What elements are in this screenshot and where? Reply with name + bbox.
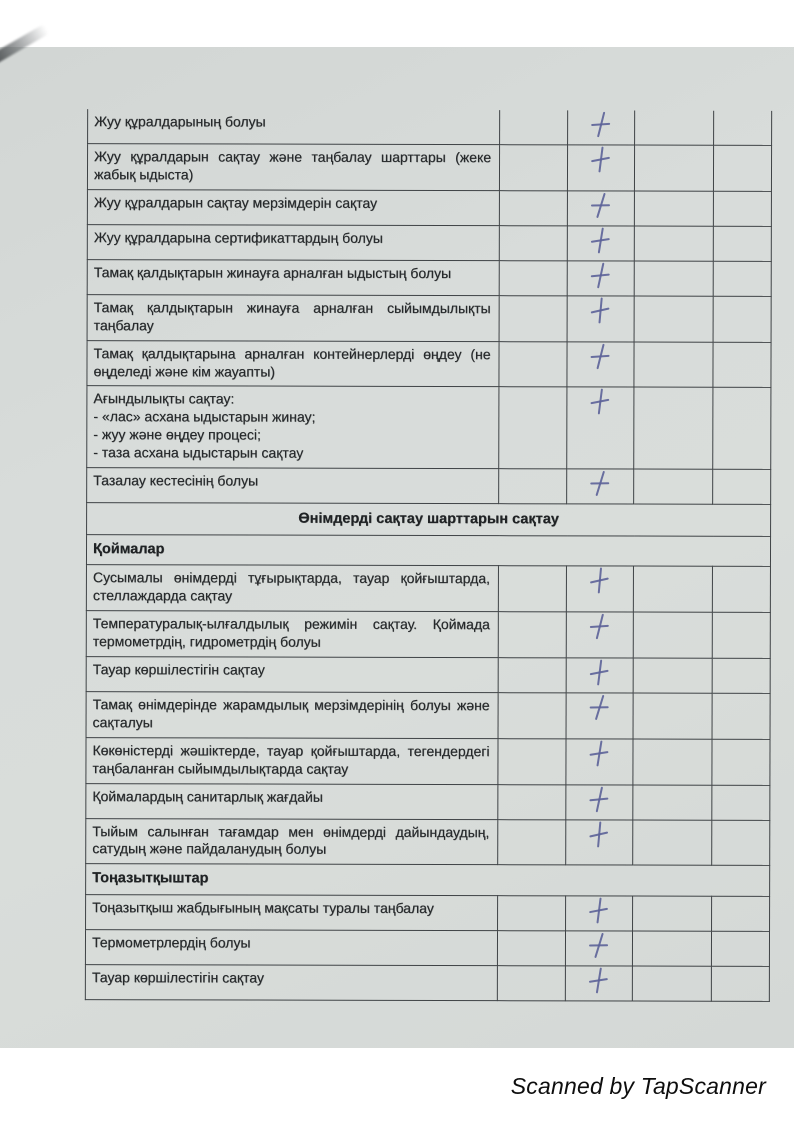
- checklist-row: [88, 109, 772, 145]
- empty-cell: [499, 469, 567, 504]
- header-row: [86, 535, 770, 567]
- empty-cell: [633, 785, 712, 820]
- check-cell: [566, 784, 633, 819]
- empty-cell: [633, 693, 712, 739]
- checklist-row: [87, 386, 771, 469]
- check-cell: [566, 819, 633, 865]
- check-cell: [566, 739, 633, 785]
- empty-cell: [712, 739, 770, 785]
- checklist-row: [86, 818, 770, 866]
- inspection-checklist-table: [85, 109, 772, 1001]
- empty-cell: [634, 191, 713, 226]
- empty-cell: [498, 895, 566, 930]
- row-label: Қоймалардың санитарлық жағдайы: [86, 783, 498, 819]
- check-cell: [567, 191, 634, 226]
- row-label: Тамақ қалдықтарын жинауға арналған ыдыстың болуы: [87, 259, 499, 295]
- row-label: Тамақ өнімдерінде жарамдылық мерзімдерінің болуы және сақталуы: [86, 692, 498, 739]
- handwritten-plus-icon: [588, 786, 611, 813]
- empty-cell: [712, 820, 770, 866]
- handwritten-plus-icon: [589, 262, 612, 289]
- row-label-subline: - жуу және өңдеу процесі;: [93, 426, 261, 443]
- check-cell: [567, 387, 634, 469]
- empty-cell: [635, 111, 714, 146]
- empty-cell: [634, 261, 713, 296]
- empty-cell: [712, 693, 770, 739]
- check-cell: [567, 296, 634, 342]
- empty-cell: [633, 612, 712, 658]
- checklist-row: [87, 340, 771, 388]
- check-cell: [566, 566, 633, 612]
- header-row: [86, 864, 770, 896]
- handwritten-plus-icon: [588, 469, 613, 498]
- check-cell: [565, 930, 632, 965]
- handwritten-plus-icon: [587, 693, 612, 722]
- empty-cell: [713, 469, 771, 504]
- handwritten-plus-icon: [589, 111, 612, 139]
- empty-cell: [634, 342, 713, 388]
- empty-cell: [713, 226, 771, 261]
- checklist-row: [87, 468, 771, 505]
- subsection-header: Тоңазытқыштар: [86, 864, 770, 896]
- handwritten-plus-icon: [588, 296, 613, 325]
- handwritten-plus-icon: [588, 613, 611, 641]
- checklist-row: [86, 783, 770, 820]
- checklist-row: [87, 144, 771, 192]
- scanned-page: [0, 47, 794, 1048]
- empty-cell: [713, 145, 771, 191]
- empty-cell: [632, 966, 711, 1001]
- row-label-subline: - «лас» асхана ыдыстарын жинау;: [93, 408, 316, 426]
- empty-cell: [634, 145, 713, 191]
- checklist-row: [87, 259, 771, 296]
- empty-cell: [633, 820, 712, 866]
- check-cell: [566, 693, 633, 739]
- handwritten-plus-icon: [589, 191, 614, 220]
- empty-cell: [712, 785, 770, 820]
- empty-cell: [498, 658, 566, 693]
- checklist-row: [85, 964, 769, 1001]
- header-row: [87, 503, 771, 537]
- section-header: Өнімдерді сақтау шарттарын сақтау: [87, 503, 771, 537]
- empty-cell: [633, 739, 712, 785]
- checklist-row: [86, 657, 770, 694]
- row-label: Температуралық-ылғалдылық режимін сақтау. Қоймада термометрдің, гидрометрдің болуы: [86, 611, 498, 658]
- empty-cell: [498, 693, 566, 739]
- empty-cell: [498, 738, 566, 784]
- empty-cell: [500, 110, 568, 145]
- empty-cell: [498, 612, 566, 658]
- empty-cell: [711, 966, 769, 1001]
- empty-cell: [497, 965, 565, 1000]
- empty-cell: [634, 226, 713, 261]
- page-corner-fold: [0, 24, 49, 65]
- empty-cell: [633, 566, 712, 612]
- row-label: Жуу құралдарының болуы: [88, 109, 500, 145]
- row-label: Тазалау кестесінің болуы: [87, 468, 499, 504]
- empty-cell: [499, 295, 567, 341]
- empty-cell: [713, 388, 771, 470]
- row-label: Термометрлердің болуы: [85, 929, 497, 965]
- row-label: Тамақ қалдықтарын жинауға арналған сыйымдылықты таңбалау: [87, 294, 499, 341]
- empty-cell: [634, 469, 713, 504]
- check-cell: [568, 110, 635, 145]
- check-cell: [566, 895, 633, 930]
- empty-cell: [714, 111, 772, 146]
- handwritten-plus-icon: [587, 820, 612, 849]
- checklist-row: [86, 611, 770, 659]
- empty-cell: [498, 566, 566, 612]
- checklist-row: [86, 894, 770, 931]
- empty-cell: [499, 190, 567, 225]
- subsection-header: Қоймалар: [86, 535, 770, 567]
- empty-cell: [499, 225, 567, 260]
- empty-cell: [713, 342, 771, 388]
- checklist-row: [87, 294, 771, 342]
- handwritten-plus-icon: [587, 896, 611, 924]
- empty-cell: [633, 658, 712, 693]
- check-cell: [567, 145, 634, 191]
- empty-cell: [634, 387, 713, 469]
- empty-cell: [712, 567, 770, 613]
- empty-cell: [499, 341, 567, 387]
- check-cell: [566, 612, 633, 658]
- check-cell: [566, 658, 633, 693]
- handwritten-plus-icon: [588, 567, 613, 596]
- row-label: Жуу құралдарына сертификаттардың болуы: [87, 224, 499, 260]
- checklist-row: [86, 737, 770, 785]
- empty-cell: [499, 260, 567, 295]
- empty-cell: [713, 296, 771, 342]
- empty-cell: [712, 612, 770, 658]
- row-label: Жуу құралдарын сақтау мерзімдерін сақтау: [87, 189, 499, 225]
- check-cell: [565, 965, 632, 1000]
- handwritten-plus-icon: [587, 967, 610, 995]
- handwritten-plus-icon: [589, 227, 612, 255]
- handwritten-plus-icon: [589, 146, 613, 174]
- handwritten-plus-icon: [589, 342, 612, 370]
- row-label-subline: - таза асхана ыдыстарын сақтау: [93, 444, 304, 461]
- row-label: Сусымалы өнімдерді тұғырықтарда, тауар қойғыштарда, стеллаждарда сақтау: [86, 565, 498, 612]
- empty-cell: [497, 930, 565, 965]
- empty-cell: [498, 819, 566, 865]
- empty-cell: [499, 145, 567, 191]
- checklist-row: [85, 929, 769, 966]
- check-cell: [567, 226, 634, 261]
- handwritten-plus-icon: [588, 659, 612, 687]
- checklist-row: [86, 565, 770, 613]
- empty-cell: [711, 931, 769, 966]
- empty-cell: [498, 784, 566, 819]
- row-label: Тыйым салынған тағамдар мен өнімдерді дайындаудың, сатудың және пайдаланудың болуы: [86, 818, 498, 865]
- handwritten-plus-icon: [588, 740, 611, 768]
- row-label: Жуу құралдарын сақтау және таңбалау шарттары (жеке жабық ыдыста): [87, 144, 499, 191]
- empty-cell: [632, 931, 711, 966]
- handwritten-plus-icon: [589, 388, 613, 416]
- checklist-row: [87, 189, 771, 226]
- empty-cell: [633, 896, 712, 931]
- row-label: Тауар көршілестігін сақтау: [86, 657, 498, 693]
- empty-cell: [713, 191, 771, 226]
- row-label: Тауар көршілестігін сақтау: [85, 964, 497, 1000]
- checklist-row: [87, 224, 771, 261]
- empty-cell: [499, 387, 567, 469]
- empty-cell: [712, 658, 770, 693]
- check-cell: [567, 261, 634, 296]
- empty-cell: [713, 261, 771, 296]
- row-label: Тамақ қалдықтарына арналған контейнерлерді өңдеу (не өңделеді және кім жауапты): [87, 340, 499, 387]
- tapscanner-watermark: Scanned by TapScanner: [510, 1073, 766, 1099]
- check-cell: [567, 341, 634, 387]
- row-label: Көкөністерді жәшіктерде, тауар қойғыштарда, тегендердегі таңбаланған сыйымдылықтарда сақтау: [86, 737, 498, 784]
- empty-cell: [634, 296, 713, 342]
- row-label: Ағындылықты сақтау: - «лас» асхана ыдыстарын жинау; - жуу және өңдеу процесі; - таза асхана ыдыстарын сақтау: [87, 386, 499, 469]
- checklist-row: [86, 692, 770, 740]
- check-cell: [567, 469, 634, 504]
- empty-cell: [712, 896, 770, 931]
- row-label: Тоңазытқыш жабдығының мақсаты туралы таңбалау: [86, 894, 498, 930]
- handwritten-plus-icon: [587, 931, 612, 960]
